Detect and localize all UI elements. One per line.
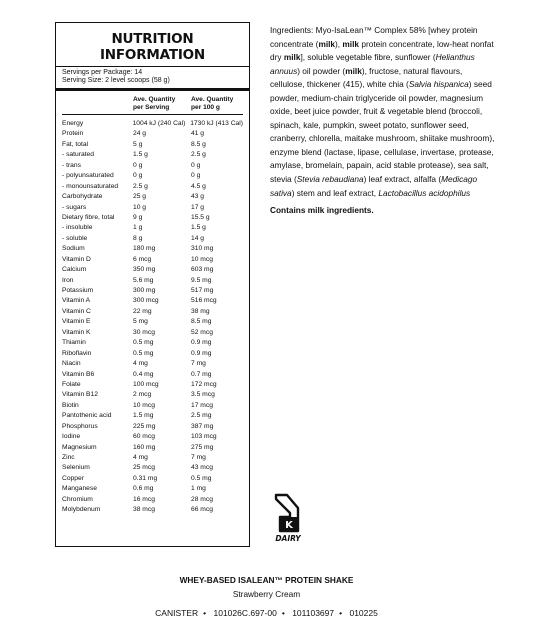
per-serving-value: 25 g: [133, 193, 147, 201]
flavour-name: Strawberry Cream: [232, 589, 301, 599]
nutrient-row: [62, 286, 243, 296]
date-code: 010225: [349, 608, 378, 618]
botanical-name: Stevia rebaudiana: [296, 174, 364, 185]
per-serving-value: 350 mg: [133, 266, 156, 274]
per-100g-value: 0.9 mg: [191, 339, 212, 347]
ingredient-run: ), fructose, natural flavours, cellulose, thickener (415), white chia (: [270, 65, 463, 90]
per-serving-value: 60 mcg: [133, 433, 155, 441]
per-100g-value: 310 mg: [191, 245, 214, 253]
nutrient-name: Carbohydrate: [62, 193, 103, 201]
nutrient-name: - trans: [62, 161, 81, 169]
kosher-dairy-symbol: [271, 493, 307, 543]
per-serving-value: 2 mcg: [133, 391, 152, 399]
per-100g-value: 41 g: [191, 130, 205, 138]
per-serving-value: 6 mcg: [133, 255, 152, 263]
sku-code: 101103697: [292, 608, 335, 618]
ingredient-run: protein concentrate, low-heat nonfat dry: [270, 38, 494, 63]
nutrient-name: Dietary fibre, total: [62, 213, 115, 221]
per-100g-value: 0 g: [191, 161, 201, 169]
nutrient-row: [62, 255, 243, 265]
nutrient-row: [62, 150, 243, 160]
nutrient-name: Vitamin C: [62, 307, 91, 315]
nutrient-row: [62, 463, 243, 473]
per-100g-value: 8.5 mg: [191, 318, 212, 326]
nutrient-name: Sodium: [62, 245, 85, 253]
nutrient-row: [62, 296, 243, 306]
per-serving-value: 0.4 mg: [133, 370, 154, 378]
botanical-name: Helianthus annuus: [270, 52, 475, 76]
nutrient-name: Pantothenic acid: [62, 412, 112, 420]
nutrient-name: Potassium: [62, 287, 94, 294]
per-100g-value: 66 mcg: [191, 506, 213, 514]
allergen-highlight: milk: [318, 38, 336, 49]
per-serving-value: 5 mg: [133, 318, 148, 326]
per-serving-value: 10 g: [133, 203, 147, 211]
per-serving-value: 225 mg: [133, 422, 156, 430]
nutrient-row: [62, 411, 243, 421]
nutrient-name: Calcium: [62, 266, 87, 274]
per-100g-value: 2.5 g: [191, 151, 206, 159]
nutrient-row: [62, 213, 243, 223]
nutrient-name: - polyunsaturated: [62, 172, 114, 180]
nutrient-row: [62, 223, 243, 233]
per-serving-value: 300 mg: [133, 287, 156, 294]
per-100g-value: 1730 kJ (413 Cal): [190, 120, 243, 127]
nutrient-name: Molybdenum: [62, 506, 101, 514]
per-100g-value: 7 mg: [191, 454, 206, 461]
nutrient-row: [62, 140, 243, 150]
per-100g-value: 43 g: [191, 193, 205, 201]
per-serving-value: 180 mg: [133, 245, 156, 253]
ingredient-run: ], soluble vegetable fibre, sunflower (: [300, 52, 436, 63]
ingredient-run: Ingredients: Myo-IsaLean™ Complex 58% [whey protein concentrate (: [270, 25, 478, 49]
nutrient-name: Energy: [62, 120, 84, 127]
per-100g-value: 0 g: [191, 172, 201, 180]
nutrient-row: [62, 432, 243, 442]
nutrient-name: Vitamin K: [62, 328, 91, 336]
nutrient-row: [62, 443, 243, 453]
ingredient-run: ) leaf extract, alfalfa (: [363, 174, 442, 185]
per-serving-value: 160 mg: [133, 443, 156, 451]
per-serving-value: 0.5 mg: [133, 339, 154, 347]
allergen-highlight: milk: [283, 52, 301, 63]
nutrient-row: [62, 192, 243, 202]
product-name: WHEY-BASED ISALEAN™ PROTEIN SHAKE: [179, 575, 354, 585]
nutrient-row: [62, 119, 243, 129]
per-100g-value: 28 mcg: [191, 495, 213, 503]
nutrient-name: Iodine: [62, 433, 81, 441]
per-100g-value: 172 mcg: [191, 380, 217, 388]
nutrient-name: Fat, total: [62, 140, 89, 148]
per-serving-value: 1 g: [133, 224, 143, 232]
nutrition-panel: [55, 22, 250, 547]
per-serving-value: 22 mg: [133, 307, 152, 315]
nutrient-row: [62, 338, 243, 348]
allergen-statement: Contains milk ingredients.: [270, 205, 374, 216]
nutrient-row: [62, 401, 243, 411]
per-100g-value: 387 mg: [191, 422, 214, 430]
per-serving-value: 16 mcg: [133, 495, 155, 503]
nutrient-row: [62, 244, 243, 254]
nutrient-row: [62, 161, 243, 171]
per-100g-value: 14 g: [191, 234, 205, 242]
dairy-word: DAIRY: [275, 534, 301, 543]
per-100g-value: 0.5 mg: [191, 474, 212, 482]
per-100g-value: 43 mcg: [191, 464, 213, 472]
per-serving-value: 0.6 mg: [133, 485, 154, 493]
nutrient-name: Niacin: [62, 360, 81, 368]
per-serving-value: 100 mcg: [133, 380, 159, 388]
per-100g-value: 15.5 g: [191, 213, 210, 221]
botanical-name: Lactobacillus acidophilus: [378, 187, 471, 198]
per-100g-value: 7 mg: [191, 360, 206, 368]
per-serving-value: 0.5 mg: [133, 349, 154, 357]
nutrient-row: [62, 495, 243, 505]
nutrient-name: Zinc: [62, 454, 75, 461]
nutrient-name: - monounsaturated: [62, 182, 119, 190]
nutrient-name: Vitamin B6: [62, 370, 95, 378]
per-100g-value: 38 mg: [191, 307, 210, 315]
nutrient-name: Vitamin A: [62, 297, 91, 305]
per-100g-value: 17 mcg: [191, 401, 213, 409]
per-100g-value: 10 mcg: [191, 255, 213, 263]
package-type: CANISTER: [155, 608, 199, 618]
per-serving-value: 1.5 mg: [133, 412, 154, 420]
ingredients-text: [270, 24, 496, 200]
col-per-100g: Ave. Quantity per 100 g: [191, 96, 234, 111]
nutrient-row: [62, 182, 243, 192]
nutrient-name: Magnesium: [62, 443, 97, 451]
nutrient-name: Folate: [62, 380, 81, 388]
botanical-name: Salvia hispanica: [408, 79, 469, 90]
nutrient-name: - sugars: [62, 203, 87, 211]
serving-size: Serving Size: 2 level scoops (58 g): [62, 77, 170, 84]
nutrient-name: Vitamin D: [62, 255, 91, 263]
nutrient-row: [62, 171, 243, 181]
nutrient-name: Biotin: [62, 401, 79, 409]
per-serving-value: 4 mg: [133, 454, 148, 461]
nutrient-row: [62, 453, 243, 463]
nutrient-name: - saturated: [62, 151, 94, 159]
ingredients-block: [270, 24, 496, 218]
nutrient-row: [62, 474, 243, 484]
nutrient-name: Phosphorus: [62, 422, 98, 430]
nutrient-name: Protein: [62, 130, 84, 138]
per-100g-value: 103 mcg: [191, 433, 217, 441]
item-code: 101026C.697-00: [213, 608, 277, 618]
kosher-dairy-icon: [271, 493, 307, 543]
ingredient-run: ) stem and leaf extract,: [291, 187, 379, 198]
allergen-highlight: milk: [345, 65, 362, 76]
col-per-serving: Ave. Quantity per Serving: [133, 96, 176, 111]
per-serving-value: 0.31 mg: [133, 474, 158, 482]
nutrient-row: [62, 234, 243, 244]
per-serving-value: 38 mcg: [133, 506, 155, 514]
nutrient-row: [62, 422, 243, 432]
thick-divider: [56, 88, 249, 91]
per-100g-value: 2.5 mg: [191, 412, 212, 420]
per-serving-value: 300 mcg: [133, 297, 159, 305]
per-100g-value: 275 mg: [191, 443, 214, 451]
divider: [56, 66, 249, 67]
nutrient-row: [62, 370, 243, 380]
nutrient-name: Manganese: [62, 485, 97, 493]
per-serving-value: 8 g: [133, 234, 143, 242]
per-serving-value: 0 g: [133, 161, 143, 169]
nutrient-row: [62, 203, 243, 213]
per-serving-value: 5.6 mg: [133, 276, 154, 284]
per-serving-value: 10 mcg: [133, 401, 155, 409]
per-serving-value: 9 g: [133, 213, 143, 221]
nutrient-row: [62, 380, 243, 390]
nutrient-row: [62, 276, 243, 286]
per-serving-value: 1004 kJ (240 Cal): [132, 120, 186, 127]
per-serving-value: 0 g: [133, 172, 143, 180]
dairy-letter: K: [285, 520, 293, 531]
nutrient-name: Thiamin: [62, 339, 86, 347]
per-100g-value: 1.5 g: [191, 224, 206, 232]
per-serving-value: 25 mcg: [133, 464, 155, 472]
per-100g-value: 9.5 mg: [191, 276, 212, 284]
per-100g-value: 603 mg: [191, 266, 214, 274]
nutrient-row: [62, 390, 243, 400]
per-100g-value: 3.5 mcg: [191, 391, 215, 399]
per-serving-value: 24 g: [133, 130, 147, 138]
per-serving-value: 1.5 g: [133, 151, 148, 159]
nutrient-table: [62, 119, 243, 516]
per-100g-value: 4.5 g: [191, 182, 206, 190]
allergen-highlight: milk: [342, 38, 360, 49]
per-serving-value: 4 mg: [133, 360, 148, 368]
ingredient-run: ),: [335, 38, 343, 49]
nutrient-row: [62, 129, 243, 139]
ingredient-run: ) oil powder (: [297, 65, 346, 76]
nutrient-row: [62, 307, 243, 317]
nutrient-row: [62, 349, 243, 359]
per-100g-value: 8.5 g: [191, 140, 206, 148]
per-100g-value: 17 g: [191, 203, 205, 211]
per-100g-value: 517 mg: [191, 287, 214, 294]
nutrient-name: - insoluble: [62, 224, 93, 232]
product-codes: CANISTER • 101026C.697-00 • 101103697 • 010225: [155, 608, 378, 618]
per-100g-value: 1 mg: [191, 485, 206, 493]
botanical-name: Medicago sativa: [270, 174, 478, 198]
per-100g-value: 0.7 mg: [191, 370, 212, 378]
ingredient-run: ) seed powder, medium-chain triglyceride oil powder, magnesium oxide, beet juice powder, fruit & vegetable blend (broccoli, spinach, kale, pumpkin, sweet potato, sunflower seed, cranberry, chlorella, maitake mushroom, shiitake mushroom), enzyme blend (lactase, lipase, cellulase, invertase, protease, amylase, bromelain, papain, acid stable protease), sea salt, stevia (: [270, 79, 495, 185]
nutrient-name: Riboflavin: [62, 349, 92, 357]
product-footer: [0, 575, 533, 619]
per-serving-value: 2.5 g: [133, 182, 148, 190]
nutrient-row: [62, 265, 243, 275]
nutrient-row: [62, 359, 243, 369]
nutrient-name: Chromium: [62, 495, 93, 503]
per-100g-value: 52 mcg: [191, 328, 213, 336]
nutrient-row: [62, 505, 243, 515]
per-serving-value: 5 g: [133, 140, 143, 148]
per-100g-value: 516 mcg: [191, 297, 217, 305]
servings-per-package: Servings per Package: 14: [62, 69, 143, 76]
nutrient-name: Copper: [62, 474, 84, 482]
nutrient-row: [62, 484, 243, 494]
header-divider: [62, 114, 243, 115]
nutrient-name: - soluble: [62, 234, 88, 242]
nutrient-name: Iron: [62, 276, 74, 284]
nutrient-row: [62, 328, 243, 338]
panel-title: NUTRITION INFORMATION: [99, 31, 206, 63]
nutrient-name: Vitamin B12: [62, 391, 98, 399]
column-header: [62, 96, 243, 111]
nutrient-name: Vitamin E: [62, 318, 91, 326]
per-100g-value: 0.9 mg: [191, 349, 212, 357]
nutrient-name: Selenium: [62, 464, 90, 472]
nutrient-row: [62, 317, 243, 327]
per-serving-value: 30 mcg: [133, 328, 155, 336]
